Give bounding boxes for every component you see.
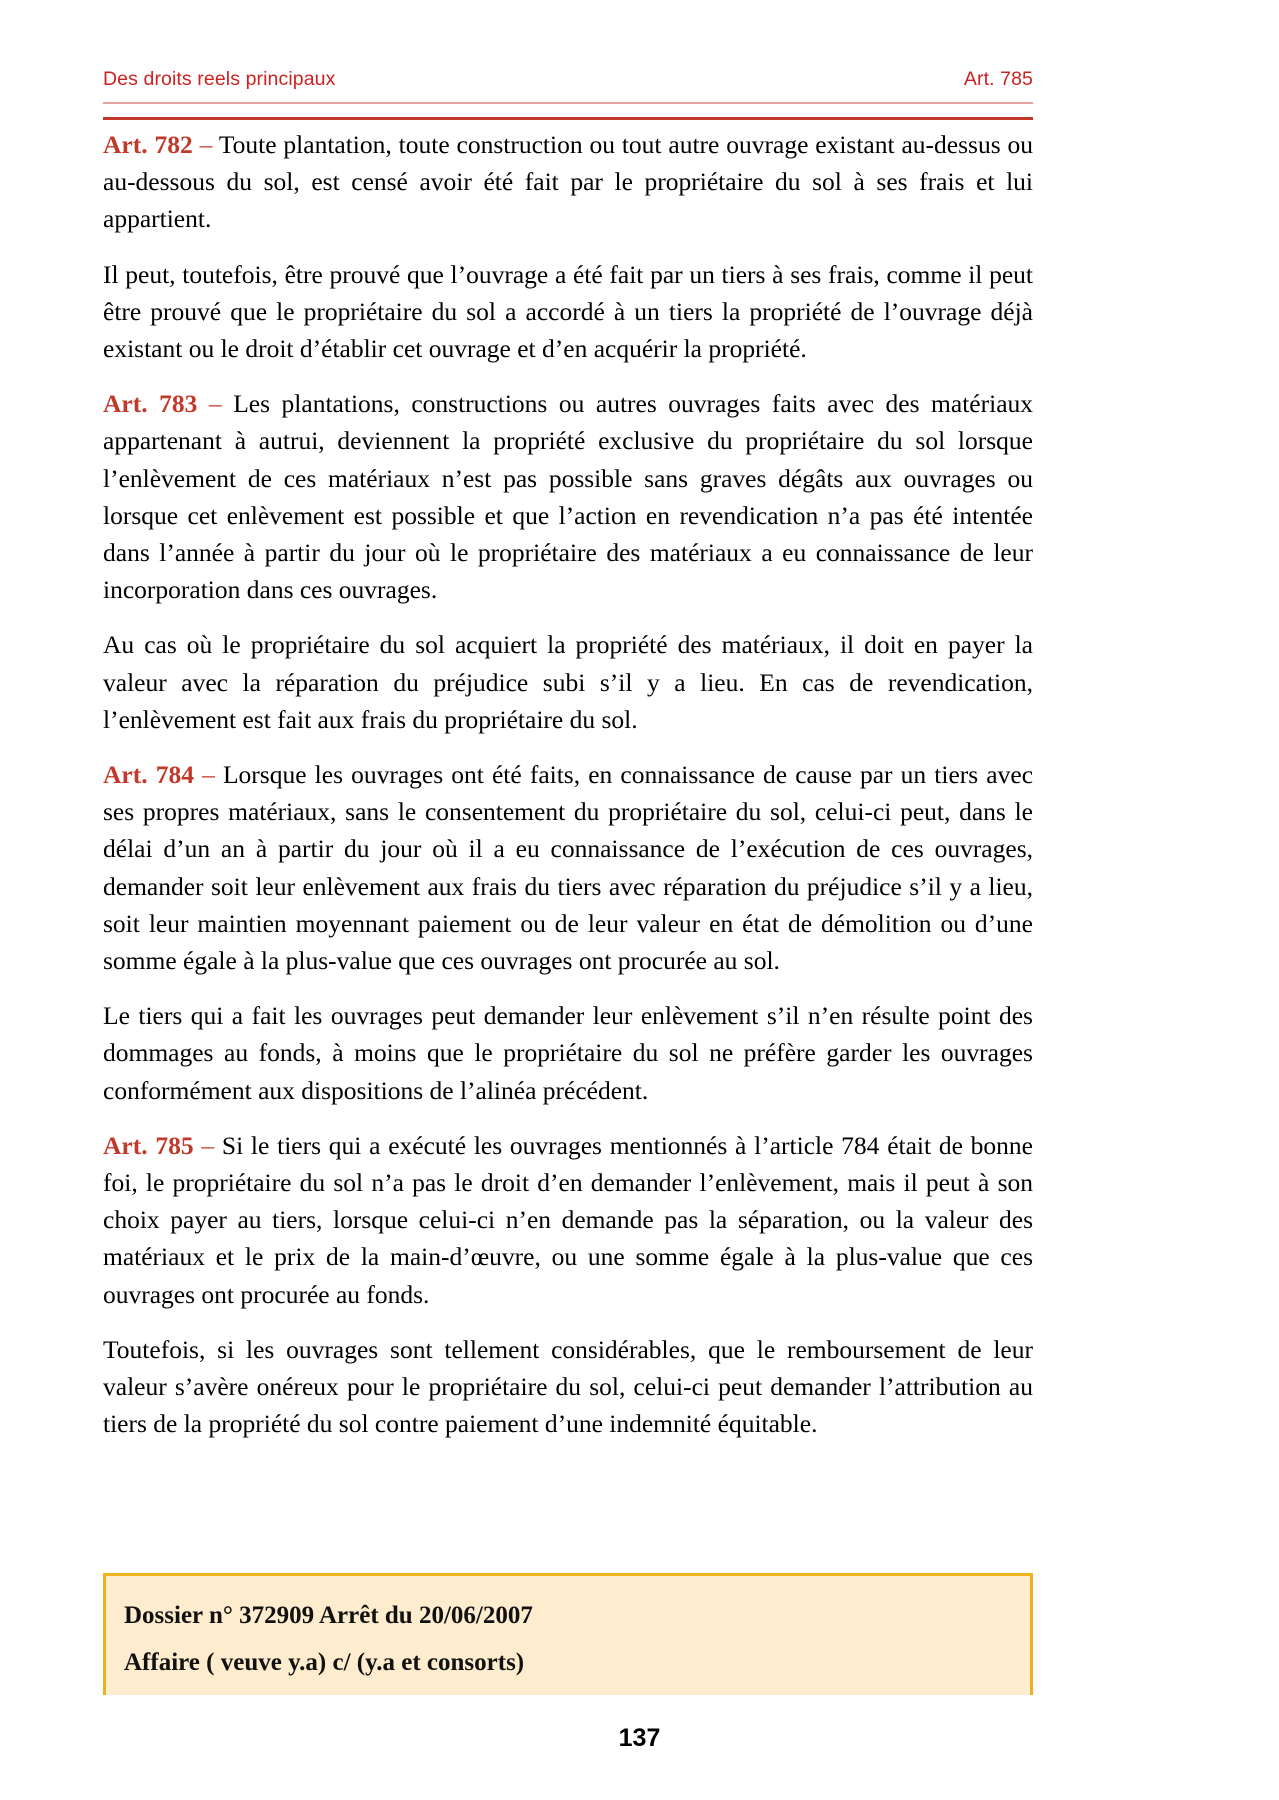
page-number: 137	[618, 1724, 661, 1752]
article-number: Art. 784	[103, 760, 194, 790]
article-text: Le tiers qui a fait les ouvrages peut demander leur enlèvement s’il n’en résulte point des dommages au fonds, à moins que le propriétaire du sol ne préfère garder les ouvrages conformément aux dispositions de l’alinéa précédent.	[103, 1001, 1033, 1105]
article-paragraph	[103, 385, 1033, 608]
article-text: Il peut, toutefois, être prouvé que l’ouvrage a été fait par un tiers à ses frais, comme il peut être prouvé que le propriétaire du sol a accordé à un tiers la propriété de l’ouvrage déjà existant ou le droit d’établir cet ouvrage et d’en acquérir la propriété.	[103, 259, 1033, 364]
running-head	[103, 68, 1033, 91]
article-paragraph	[103, 1127, 1033, 1313]
header-rule-thin	[103, 102, 1033, 104]
article-paragraph	[103, 756, 1033, 979]
article-paragraph	[103, 997, 1033, 1109]
article-number: Art. 782	[103, 130, 193, 159]
article-dash: –	[208, 389, 222, 419]
article-dash: –	[202, 760, 215, 790]
article-text: Les plantations, constructions ou autres ouvrages faits avec des matériaux appartenant à autrui, deviennent la propriété exclusive du propriétaire du sol lorsque l’enlèvement de ces matériaux n’est pas possible sans graves dégâts aux ouvrages ou lorsque cet enlèvement est possible et que l’action en revendication n’a pas été intentée dans l’année à partir du jour où le propriétaire des matériaux a eu connaissance de leur incorporation dans ces ouvrages.	[103, 389, 1034, 605]
article-paragraph	[103, 126, 1033, 238]
article-dash: –	[201, 1130, 215, 1160]
article-number: Art. 785	[103, 1130, 194, 1160]
article-text: Au cas où le propriétaire du sol acquiert la propriété des matériaux, il doit en payer la valeur avec la réparation du préjudice subi s’il y a lieu. En cas de revendication, l’enlèvement est fait aux frais du propriétaire du sol.	[103, 630, 1033, 734]
header-rule-thick	[103, 117, 1033, 120]
running-head-right-title: Art. 785	[963, 68, 1033, 90]
article-text: Toute plantation, toute construction ou tout autre ouvrage existant au-dessus ou au-dessous du sol, est censé avoir été fait par le propriétaire du sol à ses frais et lui appartient.	[103, 130, 1034, 234]
article-text: Toutefois, si les ouvrages sont tellement considérables, que le remboursement de leur valeur s’avère onéreux pour le propriétaire du sol, celui-ci peut demander l’attribution au tiers de la propriété du sol contre paiement d’une indemnité équitable.	[103, 1334, 1033, 1439]
running-head-left-title: Des droits reels principaux	[103, 68, 336, 90]
article-text: Lorsque les ouvrages ont été faits, en connaissance de cause par un tiers avec ses propres matériaux, sans le consentement du propriétaire du sol, celui-ci peut, dans le délai d’un an à partir du jour où il a eu connaissance de l’exécution de ces ouvrages, demander soit leur enlèvement aux frais du tiers avec réparation du préjudice s’il y a lieu, soit leur maintien moyennant paiement ou de leur valeur en état de démolition ou d’une somme égale à la plus-value que ces ouvrages ont procurée au sol.	[103, 760, 1034, 976]
case-dossier-line: Dossier n° 372909 Arrêt du 20/06/2007	[124, 1602, 533, 1629]
article-dash: –	[199, 130, 213, 159]
article-paragraph	[103, 256, 1033, 368]
article-number: Art. 783	[103, 389, 198, 419]
body-column	[103, 126, 1033, 1443]
case-affair-line: Affaire ( veuve y.a) c/ (y.a et consorts)	[124, 1649, 525, 1676]
article-text: Si le tiers qui a exécuté les ouvrages mentionnés à l’article 784 était de bonne foi, le propriétaire du sol n’a pas le droit d’en demander l’enlèvement, mais il peut à son choix payer au tiers, lorsque celui-ci n’en demande pas la séparation, ou la valeur des matériaux et le prix de la main-d’œuvre, ou une somme égale à la plus-value que ces ouvrages ont procurée au fonds.	[103, 1130, 1033, 1309]
article-paragraph	[103, 1331, 1033, 1443]
article-paragraph	[103, 626, 1033, 738]
case-reference-box	[103, 1573, 1033, 1695]
